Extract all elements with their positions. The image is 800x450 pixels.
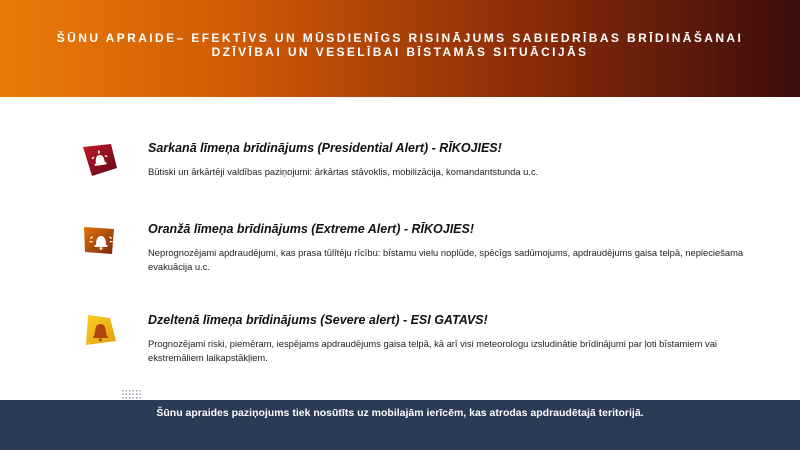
page-title-line-1: ŠŪNU APRAIDE– EFEKTĪVS UN MŪSDIENĪGS RISINĀJUMS SABIEDRĪBAS BRĪDINĀŠANAI bbox=[56, 31, 744, 45]
alert-description-yellow: Prognozējami riski, piemēram, iespējams apdraudējums gaisa telpā, kā arī visi meteorologu izsludinātie brīdinājumi par ļoti bīstamiem vai ekstremāliem laikapstākļiem. bbox=[148, 338, 718, 363]
footer-text: Šūnu apraides paziņojums tiek nosūtīts uz mobilajām ierīcēm, kas atrodas apdraudētajā teritorijā. bbox=[156, 407, 644, 419]
alert-description-red: Būtiski un ārkārtēji valdības paziņojumi: ārkārtas stāvoklis, mobilizācija, komandantstunda u.c. bbox=[148, 166, 539, 177]
alert-title-red: Sarkanā līmeņa brīdinājums (Presidential Alert) - RĪKOJIES! bbox=[148, 141, 502, 155]
page-title bbox=[40, 31, 760, 59]
footer-bar bbox=[0, 400, 800, 450]
header-banner bbox=[0, 0, 800, 97]
decorative-dot-grid bbox=[121, 389, 143, 399]
page-title-line-2: DZĪVĪBAI UN VESELĪBAI BĪSTAMĀS SITUĀCIJĀS bbox=[211, 45, 589, 59]
alarm-bell-icon bbox=[80, 220, 120, 260]
alert-title-yellow: Dzeltenā līmeņa brīdinājums (Severe alert) - ESI GATAVS! bbox=[148, 313, 488, 327]
siren-icon bbox=[80, 139, 120, 179]
alert-title-orange: Oranžā līmeņa brīdinājums (Extreme Alert) - RĪKOJIES! bbox=[148, 222, 475, 236]
alert-description-orange: Neprognozējami apdraudējumi, kas prasa tūlītēju rīcību: bīstamu vielu noplūde, spēcīgs sadūmojums, apdraudējums gaisa telpā, nepieciešama evakuācija u.c. bbox=[148, 247, 744, 272]
bell-icon bbox=[80, 311, 120, 351]
